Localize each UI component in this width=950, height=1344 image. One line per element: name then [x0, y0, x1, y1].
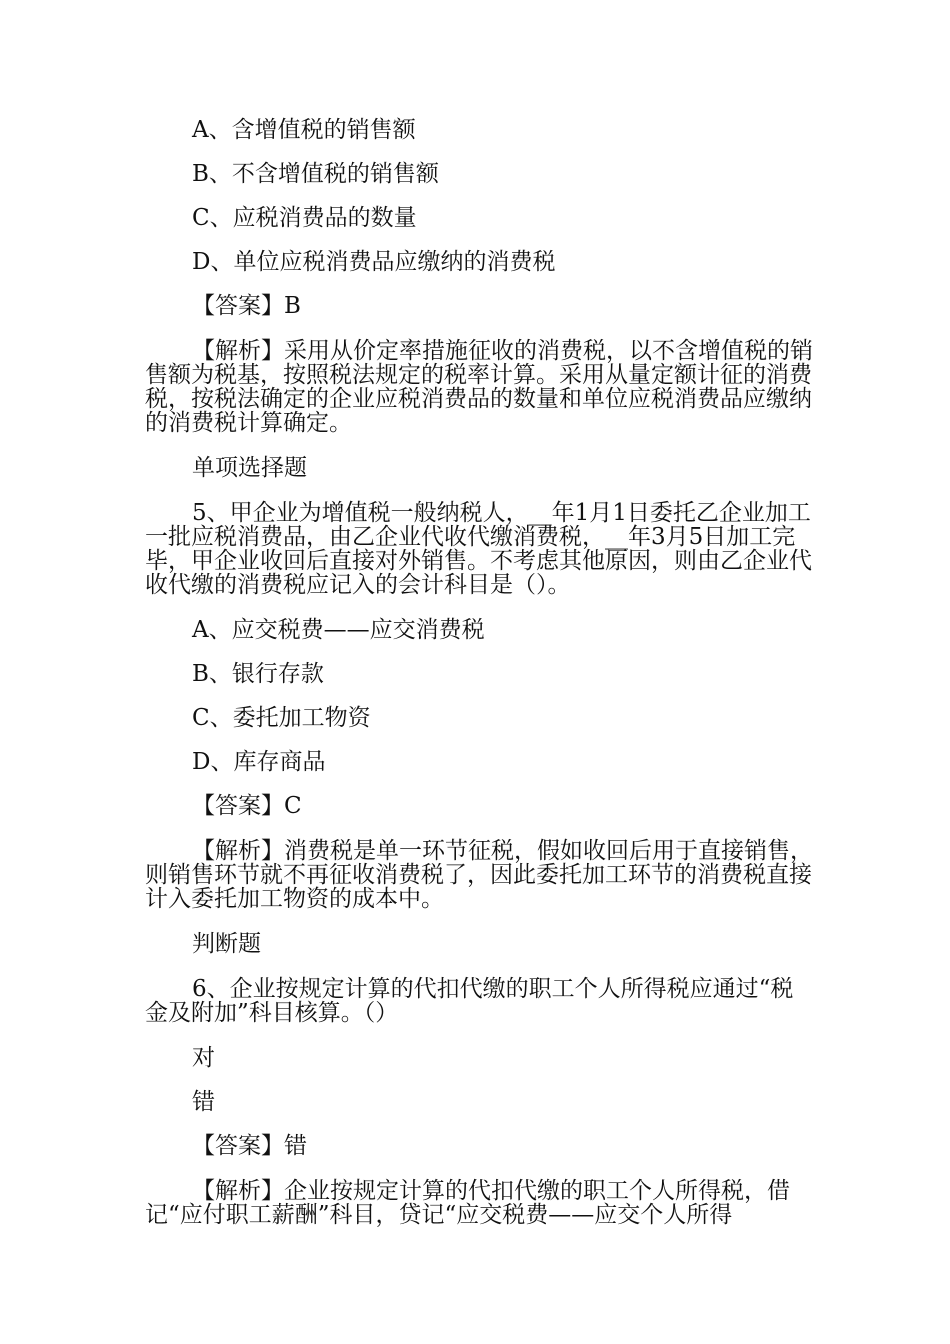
q5-section-heading: 单项选择题: [192, 455, 307, 481]
q6-answer: 【答案】错: [192, 1133, 307, 1159]
q6-analysis: 【解析】企业按规定计算的代扣代缴的职工个人所得税，借记“应付职工薪酬”科目，贷记“应交税费——应交个人所得: [145, 1178, 790, 1228]
q5-answer: 【答案】C: [192, 793, 302, 819]
q6-option-true: 对: [192, 1045, 215, 1071]
q5-option-b: B、银行存款: [192, 661, 324, 687]
q4-option-c: C、应税消费品的数量: [192, 205, 417, 231]
q5-option-d: D、库存商品: [192, 749, 326, 775]
q5-option-c: C、委托加工物资: [192, 705, 371, 731]
q4-option-b: B、不含增值税的销售额: [192, 161, 439, 187]
q4-option-a: A、含增值税的销售额: [192, 117, 416, 143]
q6-section-heading: 判断题: [192, 931, 261, 957]
q5-analysis: 【解析】消费税是单一环节征税，假如收回后用于直接销售，则销售环节就不再征收消费税了，因此委托加工环节的消费税直接计入委托加工物资的成本中。: [145, 838, 813, 912]
q5-option-a: A、应交税费——应交消费税: [192, 617, 485, 643]
document-page: [145, 118, 813, 1227]
q5-question: 5、甲企业为增值税一般纳税人，__年1月1日委托乙企业加工一批应税消费品，由乙企业代收代缴消费税，__年3月5日加工完毕，甲企业收回后直接对外销售。不考虑其他原因，则由乙企业代收代缴的消费税应记入的会计科目是（）。: [145, 500, 812, 598]
q4-analysis: 【解析】采用从价定率措施征收的消费税，以不含增值税的销售额为税基，按照税法规定的税率计算。采用从量定额计征的消费税，按税法确定的企业应税消费品的数量和单位应税消费品应缴纳的消费税计算确定。: [145, 338, 813, 436]
q6-option-false: 错: [192, 1089, 215, 1115]
q4-answer: 【答案】B: [192, 293, 301, 319]
q4-option-d: D、单位应税消费品应缴纳的消费税: [192, 249, 556, 275]
q6-question: 6、企业按规定计算的代扣代缴的职工个人所得税应通过“税金及附加”科目核算。（）: [145, 976, 794, 1026]
